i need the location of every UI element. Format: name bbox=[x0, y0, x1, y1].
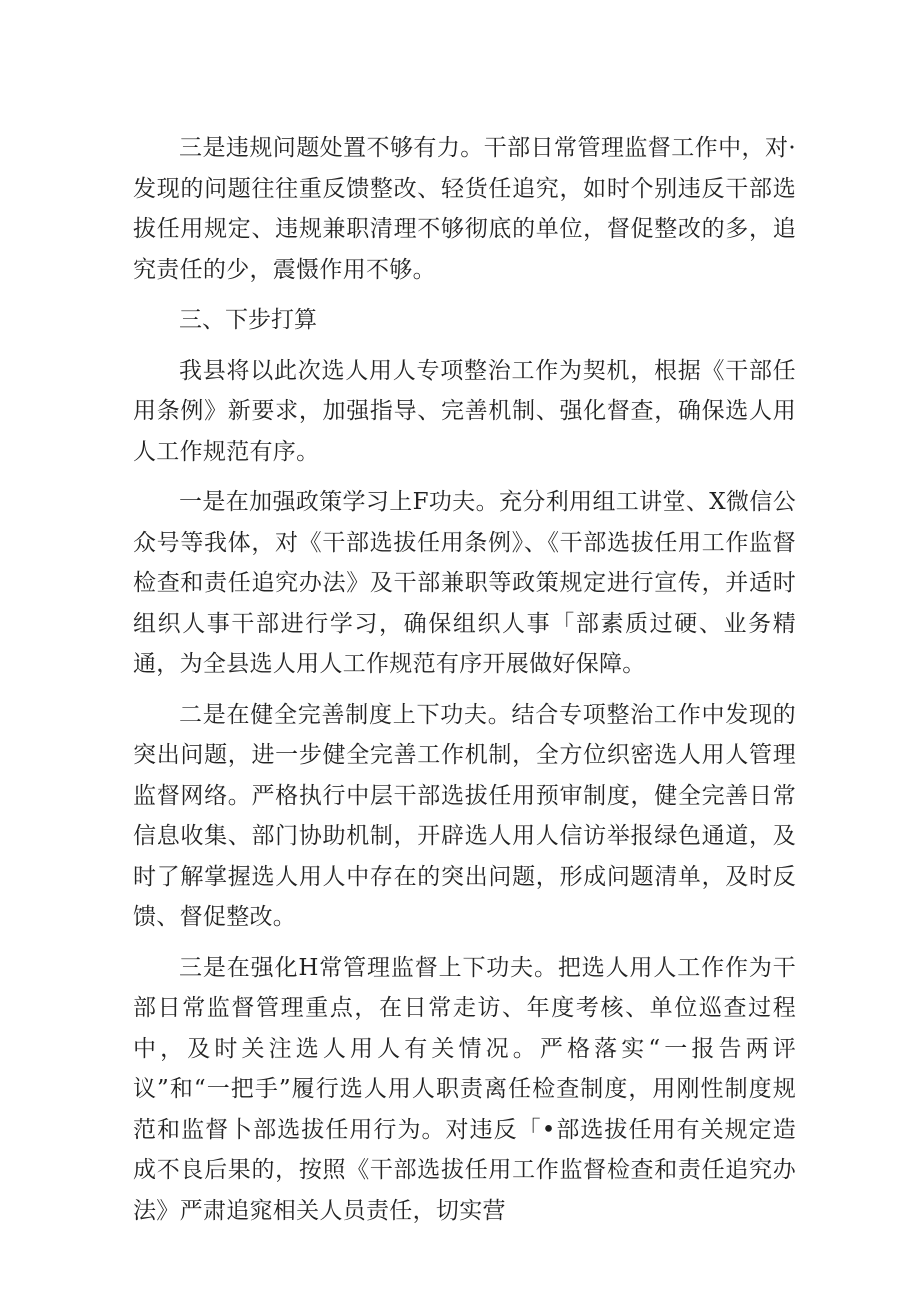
paragraph-policy-study: 一是在加强政策学习上F功夫。充分利用组工讲堂、X微信公众号等我体，对《干部选拔任用条例》、《干部选拔任用工作监督检查和责任追究办法》及干部兼职等政策规定进行宣传，并适时组织人事干部进行学习，确保组织人事「部素质过硬、业务精通，为全县选人用人工作规范有序开展做好保障。 bbox=[133, 489, 796, 677]
section-heading-next-steps: 三、下步打算 bbox=[179, 307, 317, 333]
paragraph-intro-plan: 我县将以此次选人用人专项整治工作为契机，根据《干部任用条例》新要求，加强指导、完善机制、强化督查，确保选人用人工作规范有序。 bbox=[133, 357, 796, 465]
paragraph-violation-handling: 三是违规问题处置不够有力。干部日常管理监督工作中，对·发现的问题往往重反馈整改、轻货任追究，如时个别违反干部选拔任用规定、违规兼职清理不够彻底的单位，督促整改的多，追究责任的少，震慑作用不够。 bbox=[133, 135, 796, 283]
document-body bbox=[133, 128, 796, 1241]
paragraph-daily-supervision: 三是在强化H常管理监督上下功夫。把选人用人工作作为干部日常监督管理重点，在日常走访、年度考核、单位巡查过程中，及时关注选人用人有关情况。严格落实“一报告两评议”和“一把手”履行选人用人职责离任检查制度，用刚性制度规范和监督卜部选拔任用行为。对违反「•部选拔任用有关规定造成不良后果的，按照《干部选拔任用工作监督检查和责任追究办法》严肃追窕相关人员责任，切实营 bbox=[133, 954, 796, 1224]
paragraph-system-improvement: 二是在健全完善制度上下功夫。结合专项整治工作中发现的突出问题，进一步健全完善工作机制，全方位织密选人用人管理监督网络。严格执行中层干部选拔任用预审制度，健全完善日常信息收集、部门协助机制，开辟选人用人信访举报绿色通道，及时了解掌握选人用人中存在的突出问题，形成问题清单，及时反馈、督促整改。 bbox=[133, 701, 796, 930]
